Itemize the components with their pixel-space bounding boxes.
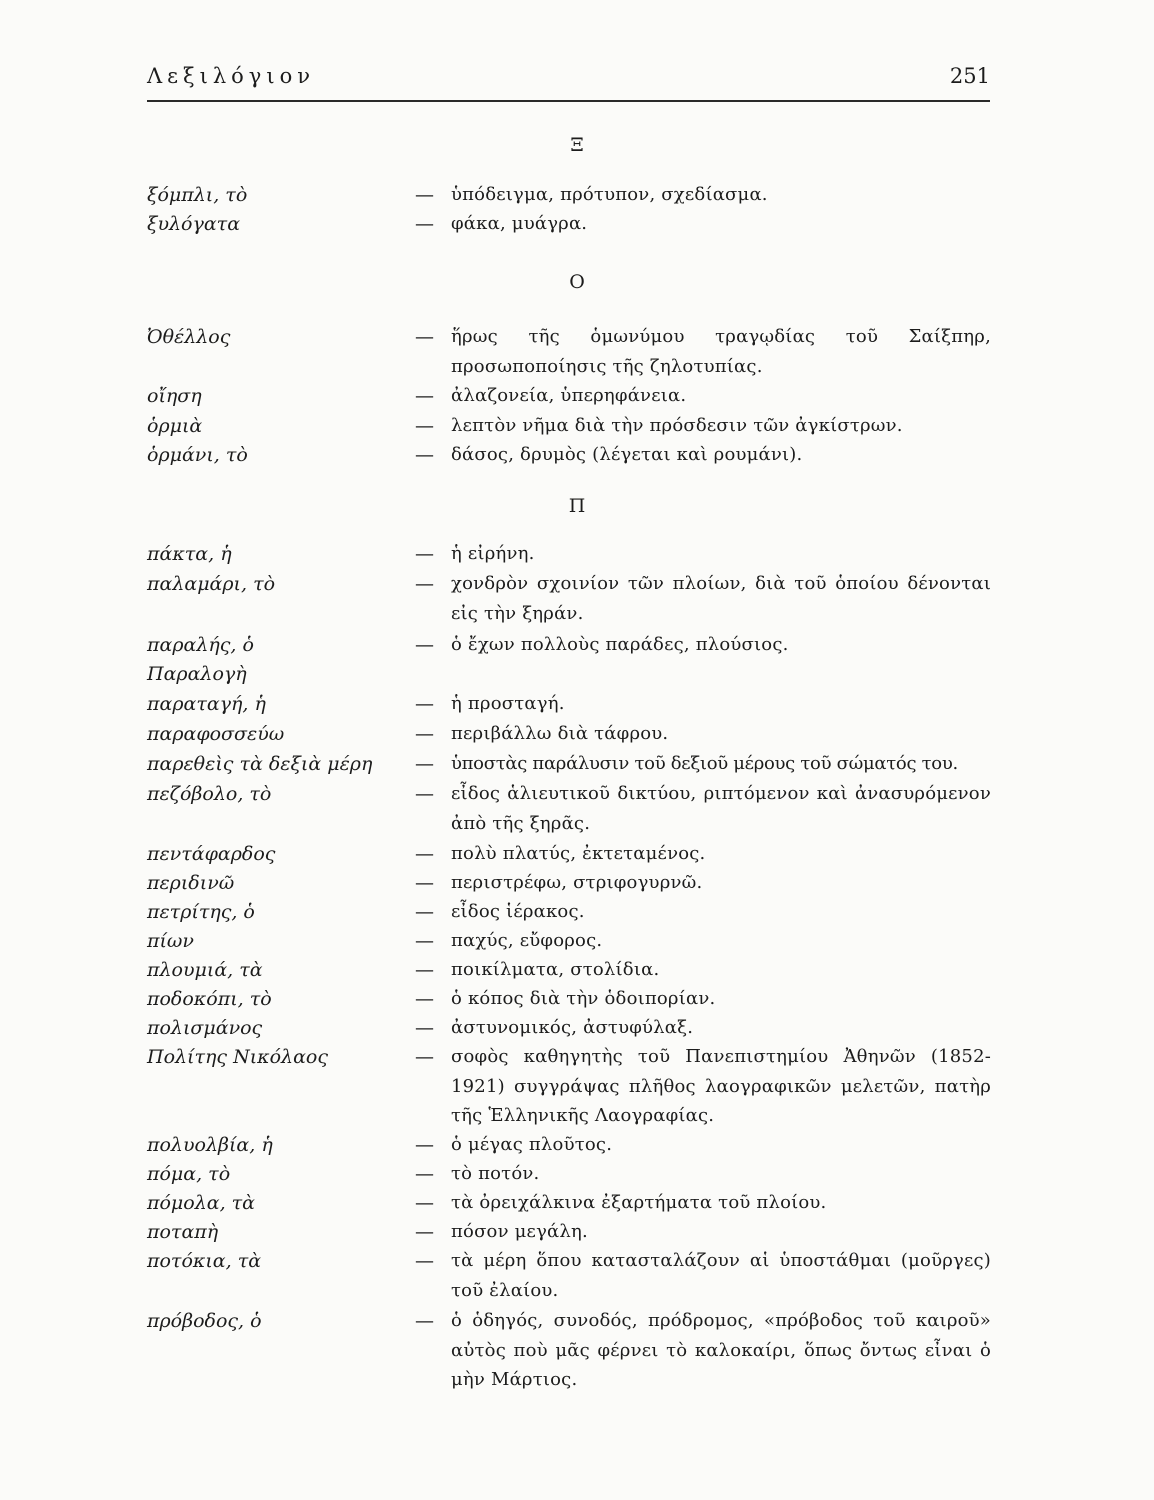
entry-term: παραταγή, ἡ bbox=[147, 693, 266, 715]
entry-definition: ἡ προσταγή. bbox=[451, 693, 565, 714]
entry-dash: — bbox=[415, 723, 434, 745]
entry-dash: — bbox=[415, 1221, 434, 1243]
entry-dash: — bbox=[415, 543, 434, 565]
entry-definition: ἡ εἰρήνη. bbox=[451, 543, 535, 564]
entry-definition: ὑπόδειγμα, πρότυπον, σχεδίασμα. bbox=[451, 184, 768, 205]
entry-dash: — bbox=[415, 753, 434, 775]
entry-term: παλαμάρι, τὸ bbox=[147, 573, 276, 595]
entry-dash: — bbox=[415, 959, 434, 981]
entry-term: πρόβοδος, ὁ bbox=[147, 1310, 262, 1332]
entry-term: παρεθεὶς τὰ δεξιὰ μέρη bbox=[147, 753, 373, 775]
entry-term: πόμολα, τὰ bbox=[147, 1192, 256, 1214]
entry-term: περιδινῶ bbox=[147, 872, 235, 894]
entry-dash: — bbox=[415, 1017, 434, 1039]
entry-dash: — bbox=[415, 1046, 434, 1068]
entry-term: οἴηση bbox=[147, 385, 202, 407]
entry-term: ὁρμιὰ bbox=[147, 415, 203, 437]
entry-definition: ὁ ὁδηγός, συνοδός, πρόδρομος, «πρόβοδος τοῦ καιροῦ» αὐτὸς ποὺ μᾶς φέρνει τὸ καλοκαίρι, ὅπως ὄντως εἶναι ὁ μὴν Μάρτιος. bbox=[451, 1310, 991, 1390]
entry-dash: — bbox=[415, 930, 434, 952]
section-letter-omicron: Ο bbox=[569, 271, 585, 293]
entry-definition: τὸ ποτόν. bbox=[451, 1163, 540, 1184]
entry-dash: — bbox=[415, 184, 434, 206]
entry-term: πεζόβολο, τὸ bbox=[147, 783, 272, 805]
entry-term: ποτόκια, τὰ bbox=[147, 1250, 262, 1272]
page-header bbox=[147, 64, 990, 104]
entry-term: Παραλογὴ bbox=[147, 663, 247, 685]
entry-term: ποδοκόπι, τὸ bbox=[147, 988, 272, 1010]
entry-definition: δάσος, δρυμὸς (λέγεται καὶ ρουμάνι). bbox=[451, 444, 803, 465]
entry-definition: τὰ ὀρειχάλκινα ἐξαρτήματα τοῦ πλοίου. bbox=[451, 1192, 827, 1213]
entry-term: πάκτα, ἡ bbox=[147, 543, 232, 565]
entry-term: παραφοσσεύω bbox=[147, 723, 285, 745]
entry-term: ξόμπλι, τὸ bbox=[147, 184, 248, 206]
section-letter-pi: Π bbox=[568, 495, 586, 517]
entry-dash: — bbox=[415, 783, 434, 805]
entry-definition: ὑποστὰς παράλυσιν τοῦ δεξιοῦ μέρους τοῦ σώματός του. bbox=[451, 753, 958, 774]
entry-definition: πολὺ πλατύς, ἐκτεταμένος. bbox=[451, 843, 706, 864]
entry-term: παραλής, ὁ bbox=[147, 634, 254, 656]
running-title: Λεξιλόγιον bbox=[147, 64, 315, 88]
entry-dash: — bbox=[415, 1310, 434, 1332]
entry-dash: — bbox=[415, 693, 434, 715]
entry-dash: — bbox=[415, 213, 434, 235]
entry-definition: ποικίλματα, στολίδια. bbox=[451, 959, 660, 980]
entry-dash: — bbox=[415, 1134, 434, 1156]
entry-term: πλουμιά, τὰ bbox=[147, 959, 263, 981]
entry-term: πολισμάνος bbox=[147, 1017, 263, 1039]
entry-dash: — bbox=[415, 634, 434, 656]
entry-term: πετρίτης, ὁ bbox=[147, 901, 255, 923]
entry-definition: εἶδος ἱέρακος. bbox=[451, 901, 585, 922]
entry-dash: — bbox=[415, 1250, 434, 1272]
entry-term: πίων bbox=[147, 930, 194, 952]
entry-dash: — bbox=[415, 843, 434, 865]
entry-term: ποταπὴ bbox=[147, 1221, 219, 1243]
entry-definition: εἶδος ἁλιευτικοῦ δικτύου, ριπτόμενον καὶ ἀνασυρόμενον ἀπὸ τῆς ξηρᾶς. bbox=[451, 783, 991, 834]
entry-term: πολυολβία, ἡ bbox=[147, 1134, 273, 1156]
entry-dash: — bbox=[415, 444, 434, 466]
entry-dash: — bbox=[415, 988, 434, 1010]
page-number: 251 bbox=[949, 64, 990, 88]
entry-definition: πόσον μεγάλη. bbox=[451, 1221, 588, 1242]
entry-dash: — bbox=[415, 901, 434, 923]
entry-term: πεντάφαρδος bbox=[147, 843, 276, 865]
entry-definition: περιβάλλω διὰ τάφρου. bbox=[451, 723, 669, 744]
entry-dash: — bbox=[415, 415, 434, 437]
entry-term: πόμα, τὸ bbox=[147, 1163, 231, 1185]
entry-term: Πολίτης Νικόλαος bbox=[147, 1046, 329, 1068]
entry-definition: χονδρὸν σχοινίον τῶν πλοίων, διὰ τοῦ ὁποίου δένονται εἰς τὴν ξηράν. bbox=[451, 573, 991, 624]
entry-definition: ὁ ἔχων πολλοὺς παράδες, πλούσιος. bbox=[451, 634, 789, 655]
entry-dash: — bbox=[415, 1163, 434, 1185]
entry-dash: — bbox=[415, 326, 434, 348]
entry-dash: — bbox=[415, 1192, 434, 1214]
entry-definition: τὰ μέρη ὅπου κατασταλάζουν αἱ ὑποστάθμαι (μοῦργες) τοῦ ἐλαίου. bbox=[451, 1250, 991, 1301]
entry-dash: — bbox=[415, 573, 434, 595]
entry-dash: — bbox=[415, 385, 434, 407]
entry-definition: ὁ κόπος διὰ τὴν ὁδοιπορίαν. bbox=[451, 988, 716, 1009]
entry-definition: λεπτὸν νῆμα διὰ τὴν πρόσδεσιν τῶν ἀγκίστρων. bbox=[451, 415, 903, 436]
entry-definition: παχύς, εὔφορος. bbox=[451, 930, 603, 951]
header-rule bbox=[147, 100, 990, 102]
entry-definition: περιστρέφω, στριφογυρνῶ. bbox=[451, 872, 703, 893]
entry-term: ξυλόγατα bbox=[147, 213, 241, 235]
entry-definition: ἀλαζονεία, ὑπερηφάνεια. bbox=[451, 385, 687, 406]
entry-definition: φάκα, μυάγρα. bbox=[451, 213, 588, 234]
entry-dash: — bbox=[415, 872, 434, 894]
entry-definition: ἥρως τῆς ὁμωνύμου τραγῳδίας τοῦ Σαίξπηρ, προσωποποίησις τῆς ζηλοτυπίας. bbox=[451, 326, 991, 377]
entry-term: Ὀθέλλος bbox=[147, 326, 231, 348]
entry-definition: σοφὸς καθηγητὴς τοῦ Πανεπιστημίου Ἀθηνῶν (1852-1921) συγγράψας πλῆθος λαογραφικῶν μελετῶν, πατὴρ τῆς Ἑλληνικῆς Λαογραφίας. bbox=[451, 1046, 991, 1126]
entry-term: ὁρμάνι, τὸ bbox=[147, 444, 248, 466]
entry-definition: ὁ μέγας πλοῦτος. bbox=[451, 1134, 613, 1155]
entry-definition: ἀστυνομικός, ἀστυφύλαξ. bbox=[451, 1017, 694, 1038]
section-letter-xi: Ξ bbox=[570, 134, 584, 156]
